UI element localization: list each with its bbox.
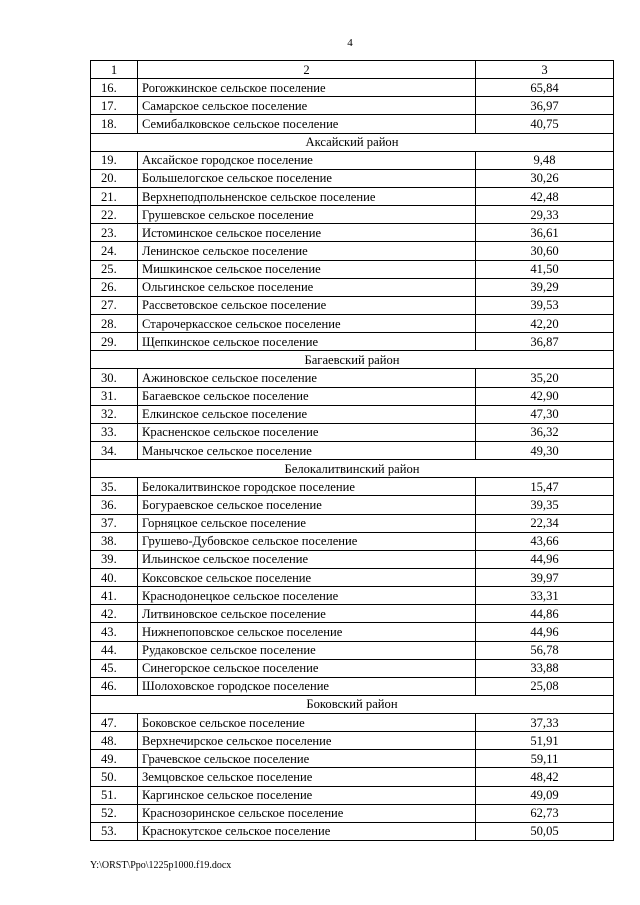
settlement-name: Богураевское сельское поселение — [138, 496, 476, 514]
row-number: 17. — [91, 97, 138, 115]
settlement-value: 30,26 — [476, 169, 614, 187]
footer-file-path: Y:\ORST\Ppo\1225p1000.f19.docx — [90, 860, 232, 871]
row-number: 31. — [91, 387, 138, 405]
table-header-row — [91, 61, 614, 79]
row-number: 43. — [91, 623, 138, 641]
settlement-name: Красненское сельское поселение — [138, 423, 476, 441]
table-row — [91, 242, 614, 260]
district-title: Боковский район — [91, 695, 614, 713]
row-number: 23. — [91, 224, 138, 242]
table-row — [91, 714, 614, 732]
row-number: 26. — [91, 278, 138, 296]
settlement-value: 39,97 — [476, 568, 614, 586]
district-title: Аксайский район — [91, 133, 614, 151]
row-number: 37. — [91, 514, 138, 532]
settlement-value: 9,48 — [476, 151, 614, 169]
settlement-value: 40,75 — [476, 115, 614, 133]
settlement-value: 42,48 — [476, 187, 614, 205]
row-number: 53. — [91, 822, 138, 840]
row-number: 48. — [91, 732, 138, 750]
row-number: 45. — [91, 659, 138, 677]
column-header-2: 2 — [138, 61, 476, 79]
row-number: 50. — [91, 768, 138, 786]
settlement-name: Литвиновское сельское поселение — [138, 605, 476, 623]
table-row — [91, 623, 614, 641]
row-number: 21. — [91, 187, 138, 205]
settlement-value: 43,66 — [476, 532, 614, 550]
settlement-name: Аксайское городское поселение — [138, 151, 476, 169]
settlement-name: Ажиновское сельское поселение — [138, 369, 476, 387]
table-body — [91, 61, 614, 841]
table-row — [91, 79, 614, 97]
row-number: 27. — [91, 296, 138, 314]
row-number: 22. — [91, 206, 138, 224]
settlement-value: 62,73 — [476, 804, 614, 822]
column-header-1: 1 — [91, 61, 138, 79]
settlement-name: Самарское сельское поселение — [138, 97, 476, 115]
table-row — [91, 568, 614, 586]
table-row — [91, 115, 614, 133]
table-row — [91, 369, 614, 387]
settlement-name: Грачевское сельское поселение — [138, 750, 476, 768]
column-header-3: 3 — [476, 61, 614, 79]
settlement-value: 59,11 — [476, 750, 614, 768]
row-number: 29. — [91, 333, 138, 351]
settlement-name: Манычское сельское поселение — [138, 441, 476, 459]
table-row — [91, 532, 614, 550]
settlement-name: Ильинское сельское поселение — [138, 550, 476, 568]
settlement-name: Рогожкинское сельское поселение — [138, 79, 476, 97]
table-row — [91, 786, 614, 804]
row-number: 18. — [91, 115, 138, 133]
settlement-name: Краснокутское сельское поселение — [138, 822, 476, 840]
settlement-value: 51,91 — [476, 732, 614, 750]
table-row — [91, 732, 614, 750]
settlement-value: 35,20 — [476, 369, 614, 387]
page-number: 4 — [347, 37, 353, 49]
settlement-value: 44,96 — [476, 623, 614, 641]
district-section-row — [91, 695, 614, 713]
table-row — [91, 659, 614, 677]
table-row — [91, 478, 614, 496]
settlement-value: 56,78 — [476, 641, 614, 659]
row-number: 38. — [91, 532, 138, 550]
table-row — [91, 750, 614, 768]
settlement-value: 15,47 — [476, 478, 614, 496]
settlement-name: Коксовское сельское поселение — [138, 568, 476, 586]
table-row — [91, 550, 614, 568]
table-row — [91, 169, 614, 187]
table-row — [91, 151, 614, 169]
settlements-table — [90, 60, 614, 841]
settlement-name: Ольгинское сельское поселение — [138, 278, 476, 296]
settlement-value: 36,32 — [476, 423, 614, 441]
settlement-name: Горняцкое сельское поселение — [138, 514, 476, 532]
settlement-value: 36,61 — [476, 224, 614, 242]
row-number: 42. — [91, 605, 138, 623]
row-number: 19. — [91, 151, 138, 169]
settlement-value: 29,33 — [476, 206, 614, 224]
settlement-name: Рассветовское сельское поселение — [138, 296, 476, 314]
row-number: 33. — [91, 423, 138, 441]
row-number: 24. — [91, 242, 138, 260]
settlement-name: Рудаковское сельское поселение — [138, 641, 476, 659]
table-row — [91, 97, 614, 115]
table-row — [91, 224, 614, 242]
table-row — [91, 387, 614, 405]
settlement-value: 44,86 — [476, 605, 614, 623]
row-number: 39. — [91, 550, 138, 568]
row-number: 44. — [91, 641, 138, 659]
settlement-name: Мишкинское сельское поселение — [138, 260, 476, 278]
table-row — [91, 296, 614, 314]
row-number: 28. — [91, 314, 138, 332]
table-row — [91, 278, 614, 296]
settlement-name: Грушевское сельское поселение — [138, 206, 476, 224]
row-number: 25. — [91, 260, 138, 278]
row-number: 41. — [91, 587, 138, 605]
table-row — [91, 206, 614, 224]
row-number: 52. — [91, 804, 138, 822]
table-row — [91, 260, 614, 278]
settlement-value: 33,31 — [476, 587, 614, 605]
settlement-value: 42,90 — [476, 387, 614, 405]
settlement-value: 50,05 — [476, 822, 614, 840]
settlement-name: Белокалитвинское городское поселение — [138, 478, 476, 496]
settlement-value: 25,08 — [476, 677, 614, 695]
table-row — [91, 641, 614, 659]
table-row — [91, 587, 614, 605]
settlement-name: Семибалковское сельское поселение — [138, 115, 476, 133]
settlement-value: 39,29 — [476, 278, 614, 296]
table-row — [91, 822, 614, 840]
settlement-name: Елкинское сельское поселение — [138, 405, 476, 423]
table-row — [91, 677, 614, 695]
settlement-name: Истоминское сельское поселение — [138, 224, 476, 242]
settlement-value: 30,60 — [476, 242, 614, 260]
settlement-name: Ленинское сельское поселение — [138, 242, 476, 260]
table-row — [91, 605, 614, 623]
table-row — [91, 314, 614, 332]
settlement-name: Грушево-Дубовское сельское поселение — [138, 532, 476, 550]
settlement-value: 41,50 — [476, 260, 614, 278]
district-title: Багаевский район — [91, 351, 614, 369]
settlement-name: Щепкинское сельское поселение — [138, 333, 476, 351]
table-row — [91, 187, 614, 205]
table-row — [91, 405, 614, 423]
settlement-value: 39,35 — [476, 496, 614, 514]
settlement-value: 37,33 — [476, 714, 614, 732]
settlement-value: 22,34 — [476, 514, 614, 532]
settlement-name: Синегорское сельское поселение — [138, 659, 476, 677]
table-row — [91, 441, 614, 459]
settlement-value: 44,96 — [476, 550, 614, 568]
row-number: 32. — [91, 405, 138, 423]
row-number: 34. — [91, 441, 138, 459]
settlement-name: Багаевское сельское поселение — [138, 387, 476, 405]
row-number: 35. — [91, 478, 138, 496]
settlement-name: Шолоховское городское поселение — [138, 677, 476, 695]
row-number: 36. — [91, 496, 138, 514]
settlement-name: Верхнеподпольненское сельское поселение — [138, 187, 476, 205]
settlement-value: 36,97 — [476, 97, 614, 115]
row-number: 20. — [91, 169, 138, 187]
settlement-value: 39,53 — [476, 296, 614, 314]
row-number: 16. — [91, 79, 138, 97]
settlement-name: Нижнепоповское сельское поселение — [138, 623, 476, 641]
settlement-value: 49,30 — [476, 441, 614, 459]
settlement-value: 36,87 — [476, 333, 614, 351]
table-row — [91, 496, 614, 514]
row-number: 46. — [91, 677, 138, 695]
row-number: 40. — [91, 568, 138, 586]
settlement-value: 42,20 — [476, 314, 614, 332]
settlement-name: Краснозоринское сельское поселение — [138, 804, 476, 822]
table-row — [91, 804, 614, 822]
settlement-name: Большелогское сельское поселение — [138, 169, 476, 187]
settlement-value: 49,09 — [476, 786, 614, 804]
settlement-value: 48,42 — [476, 768, 614, 786]
settlement-name: Старочеркасское сельское поселение — [138, 314, 476, 332]
settlement-name: Краснодонецкое сельское поселение — [138, 587, 476, 605]
settlement-value: 47,30 — [476, 405, 614, 423]
district-section-row — [91, 351, 614, 369]
row-number: 49. — [91, 750, 138, 768]
table-row — [91, 333, 614, 351]
district-title: Белокалитвинский район — [91, 460, 614, 478]
table-row — [91, 423, 614, 441]
row-number: 30. — [91, 369, 138, 387]
settlement-name: Верхнечирское сельское поселение — [138, 732, 476, 750]
district-section-row — [91, 133, 614, 151]
settlement-name: Боковское сельское поселение — [138, 714, 476, 732]
settlement-value: 65,84 — [476, 79, 614, 97]
district-section-row — [91, 460, 614, 478]
settlement-name: Каргинское сельское поселение — [138, 786, 476, 804]
table-row — [91, 514, 614, 532]
row-number: 51. — [91, 786, 138, 804]
row-number: 47. — [91, 714, 138, 732]
settlement-value: 33,88 — [476, 659, 614, 677]
settlement-name: Земцовское сельское поселение — [138, 768, 476, 786]
table-row — [91, 768, 614, 786]
